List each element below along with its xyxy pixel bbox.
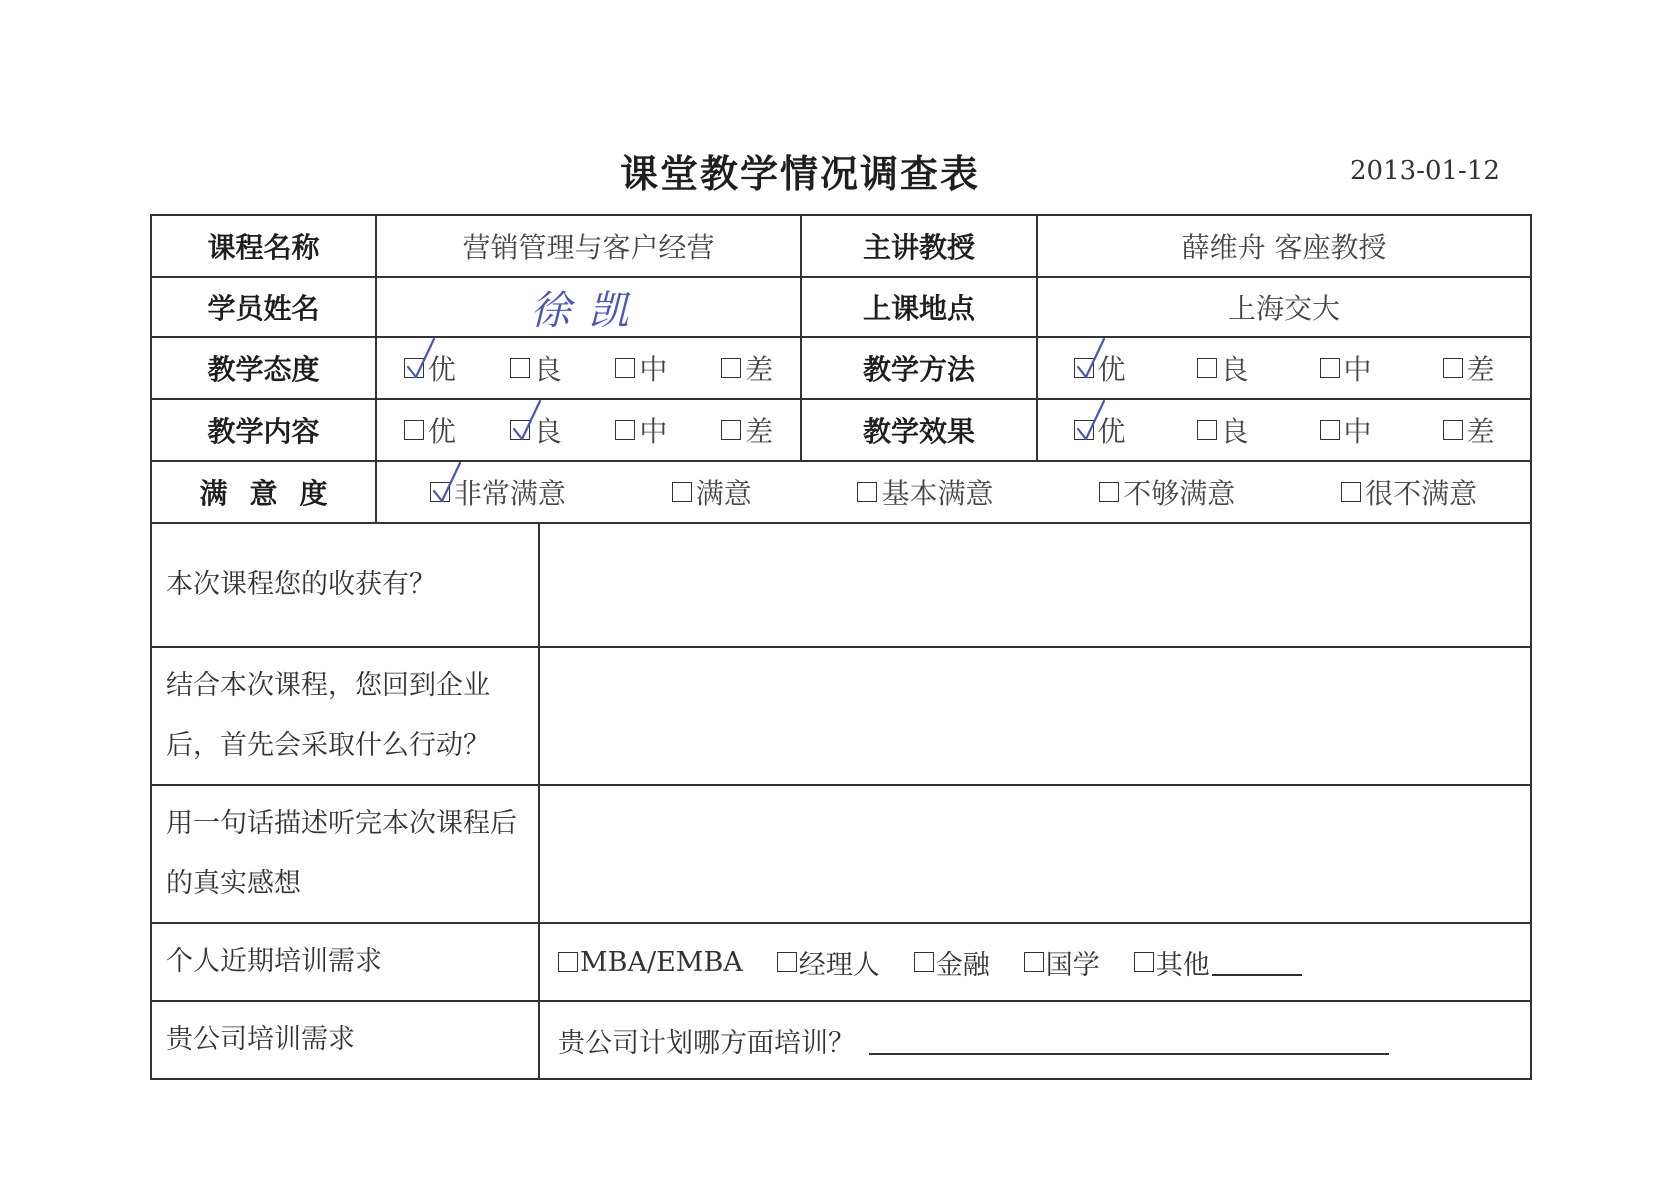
checkbox-checked-icon[interactable] [1074, 358, 1094, 378]
checkbox-icon[interactable] [404, 420, 424, 440]
rating-option[interactable] [721, 410, 773, 450]
professor-label: 主讲教授 [801, 215, 1037, 277]
training-need-label: 国学 [1045, 949, 1100, 981]
checkbox-icon[interactable] [1320, 420, 1340, 440]
checkbox-checked-icon[interactable] [510, 420, 530, 440]
rating-options-effect [1038, 410, 1530, 450]
satisfaction-options [377, 472, 1530, 512]
checkbox-icon[interactable] [914, 952, 934, 972]
checkbox-icon[interactable] [1197, 358, 1217, 378]
rating-label: 差 [745, 415, 774, 448]
rating-label: 良 [533, 353, 562, 386]
satisfaction-option[interactable] [1099, 472, 1235, 512]
rating-option[interactable] [1197, 410, 1249, 450]
company-needs-label: 贵公司培训需求 [151, 1001, 539, 1079]
student-name-handwriting: 徐凯 [530, 287, 647, 334]
checkbox-checked-icon[interactable] [404, 358, 424, 378]
rating-option[interactable] [404, 410, 456, 450]
rating-options-attitude [377, 348, 800, 388]
satisfaction-label: 基本满意 [881, 477, 994, 510]
rating-label-content: 教学内容 [151, 399, 376, 461]
rating-label: 良 [1220, 415, 1249, 448]
satisfaction-option[interactable] [672, 472, 752, 512]
rating-label-method: 教学方法 [801, 337, 1037, 399]
rating-label: 中 [639, 353, 668, 386]
training-need-option[interactable] [914, 943, 990, 982]
rating-label-effect: 教学效果 [801, 399, 1037, 461]
checkbox-icon[interactable] [1341, 482, 1361, 502]
rating-label: 优 [1097, 353, 1126, 386]
training-need-option[interactable] [1134, 943, 1302, 982]
rating-option[interactable] [510, 410, 562, 450]
training-need-label: 经理人 [798, 949, 880, 981]
rating-label: 差 [1466, 353, 1495, 386]
checkbox-icon[interactable] [615, 358, 635, 378]
checkbox-icon[interactable] [615, 420, 635, 440]
rating-option[interactable] [1320, 410, 1372, 450]
rating-option[interactable] [404, 348, 456, 388]
answer-action[interactable] [539, 647, 1531, 785]
rating-option[interactable] [510, 348, 562, 388]
training-need-option[interactable] [777, 943, 880, 982]
checkbox-checked-icon[interactable] [430, 482, 450, 502]
satisfaction-label: 很不满意 [1365, 477, 1478, 510]
training-need-option[interactable] [1024, 943, 1100, 982]
rating-label: 良 [533, 415, 562, 448]
rating-label: 中 [1343, 415, 1372, 448]
training-need-label: 金融 [935, 949, 990, 981]
satisfaction-option[interactable] [430, 472, 566, 512]
training-needs-label: 个人近期培训需求 [151, 923, 539, 1001]
checkbox-icon[interactable] [1024, 952, 1044, 972]
satisfaction-label: 非常满意 [453, 477, 566, 510]
checkbox-icon[interactable] [1197, 420, 1217, 440]
satisfaction-label: 满意 [695, 477, 752, 510]
location-label: 上课地点 [801, 277, 1037, 337]
training-need-label: MBA/EMBA [580, 946, 743, 978]
checkbox-icon[interactable] [721, 420, 741, 440]
checkbox-icon[interactable] [777, 952, 797, 972]
form-date: 2013-01-12 [1350, 156, 1500, 186]
rating-label: 优 [427, 415, 456, 448]
rating-options-method [1038, 348, 1530, 388]
checkbox-icon[interactable] [558, 952, 578, 972]
rating-option[interactable] [1197, 348, 1249, 388]
satisfaction-option[interactable] [1341, 472, 1477, 512]
professor-value: 薛维舟 客座教授 [1037, 215, 1531, 277]
rating-label: 优 [427, 353, 456, 386]
rating-option[interactable] [721, 348, 773, 388]
training-need-option[interactable] [558, 947, 743, 978]
rating-option[interactable] [615, 348, 667, 388]
checkbox-icon[interactable] [1320, 358, 1340, 378]
satisfaction-label: 满意度 [151, 461, 376, 523]
training-needs-options [540, 943, 1530, 982]
company-needs-row [540, 1021, 1530, 1060]
student-name-field[interactable] [376, 277, 801, 337]
checkbox-icon[interactable] [672, 482, 692, 502]
rating-label: 中 [1343, 353, 1372, 386]
rating-option[interactable] [1320, 348, 1372, 388]
checkbox-icon[interactable] [721, 358, 741, 378]
checkbox-icon[interactable] [1443, 420, 1463, 440]
question-action: 结合本次课程，您回到企业后，首先会采取什么行动？ [151, 647, 539, 785]
rating-option[interactable] [1443, 348, 1495, 388]
training-need-label: 其他 [1155, 949, 1210, 981]
rating-label: 优 [1097, 415, 1126, 448]
satisfaction-label: 不够满意 [1123, 477, 1236, 510]
company-needs-prompt: 贵公司计划哪方面培训？ [558, 1027, 855, 1059]
checkbox-icon[interactable] [857, 482, 877, 502]
rating-label: 差 [1466, 415, 1495, 448]
rating-label: 中 [639, 415, 668, 448]
checkbox-icon[interactable] [1134, 952, 1154, 972]
student-label: 学员姓名 [151, 277, 376, 337]
question-feeling: 用一句话描述听完本次课程后的真实感想 [151, 785, 539, 923]
rating-label: 差 [745, 353, 774, 386]
rating-option[interactable] [615, 410, 667, 450]
company-needs-input-line[interactable] [869, 1025, 1389, 1055]
checkbox-icon[interactable] [1099, 482, 1119, 502]
other-blank-line[interactable] [1212, 948, 1302, 976]
satisfaction-option[interactable] [857, 472, 993, 512]
checkbox-icon[interactable] [510, 358, 530, 378]
answer-harvest[interactable] [539, 523, 1531, 647]
course-value: 营销管理与客户经营 [376, 215, 801, 277]
location-value: 上海交大 [1037, 277, 1531, 337]
checkbox-icon[interactable] [1443, 358, 1463, 378]
survey-table [150, 214, 1532, 1080]
rating-option[interactable] [1074, 410, 1126, 450]
rating-label-attitude: 教学态度 [151, 337, 376, 399]
rating-options-content [377, 410, 800, 450]
answer-feeling[interactable] [539, 785, 1531, 923]
rating-option[interactable] [1443, 410, 1495, 450]
rating-label: 良 [1220, 353, 1249, 386]
form-title: 课堂教学情况调查表 [619, 152, 980, 196]
course-label: 课程名称 [151, 215, 376, 277]
rating-option[interactable] [1074, 348, 1126, 388]
checkbox-checked-icon[interactable] [1074, 420, 1094, 440]
question-harvest: 本次课程您的收获有？ [151, 523, 539, 647]
